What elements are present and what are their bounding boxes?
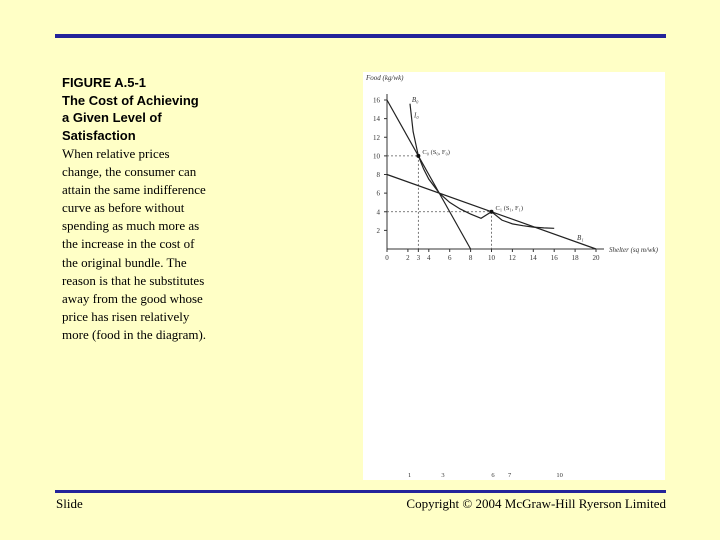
tangency-point <box>416 154 420 158</box>
bottom-scale-label: 3 <box>441 472 445 479</box>
figure-title-line-3: Satisfaction <box>62 127 136 143</box>
bottom-scale-label: 7 <box>508 472 512 479</box>
bottom-rule <box>55 490 666 493</box>
x-tick-label: 12 <box>508 254 516 262</box>
tangency-point <box>490 210 494 214</box>
figure-title-line-1: The Cost of Achieving <box>62 92 199 108</box>
chart-panel <box>363 72 665 480</box>
x-tick-label: 20 <box>592 254 600 262</box>
x-tick-label: 18 <box>571 254 579 262</box>
caption-line: attain the same indifference <box>62 182 206 198</box>
x-tick-label: 2 <box>406 254 410 262</box>
x-axis-title: Shelter (sq m/wk) <box>609 246 658 254</box>
footer-copyright: Copyright © 2004 McGraw-Hill Ryerson Limited <box>406 496 666 511</box>
y-tick-label: 8 <box>376 171 380 179</box>
y-axis-title: Food (kg/wk) <box>366 74 404 82</box>
x-tick-label: 10 <box>488 254 495 262</box>
indifference-curve-label: I₀ <box>413 111 419 120</box>
y-tick-label: 4 <box>376 208 380 217</box>
caption-line: price has risen relatively <box>62 308 190 324</box>
y-tick-label: 16 <box>373 96 380 105</box>
caption-line: When relative prices <box>62 146 170 161</box>
y-tick-label: 10 <box>373 152 380 161</box>
caption-line: curve as before without <box>62 200 185 216</box>
x-tick-label: 4 <box>427 254 431 262</box>
y-tick-label: 14 <box>373 115 380 124</box>
top-rule <box>55 34 666 38</box>
caption-line: reason is that he substitutes <box>62 272 205 288</box>
caption-line: spending as much more as <box>62 218 200 234</box>
tangency-point-label: C₁ (S₁, F₁) <box>495 204 524 212</box>
y-tick-label: 12 <box>373 133 380 142</box>
figure-number: FIGURE A.5-1 <box>62 75 147 90</box>
budget-line-label: B₁ <box>577 233 584 242</box>
budget-line-label: B₀ <box>411 96 419 104</box>
tangency-point-label: C₀ (S₀, F₀) <box>422 148 450 156</box>
caption-line: change, the consumer can <box>62 164 197 180</box>
footer-slide-label: Slide <box>56 496 83 511</box>
caption-line: away from the good whose <box>62 290 203 306</box>
x-tick-label: 3 <box>416 254 421 262</box>
x-tick-label: 14 <box>529 254 537 262</box>
x-tick-label: 0 <box>385 254 389 262</box>
caption-line: the original bundle. The <box>62 254 187 270</box>
caption-line: the increase in the cost of <box>62 236 195 252</box>
y-tick-label: 2 <box>376 226 380 235</box>
figure-text-block <box>62 74 242 344</box>
bottom-scale-label: 10 <box>556 472 563 479</box>
caption-line: more (food in the diagram). <box>62 326 207 342</box>
x-tick-label: 8 <box>468 254 473 262</box>
figure-caption <box>62 145 242 344</box>
bottom-scale-label: 1 <box>408 472 412 479</box>
budget-line <box>387 100 471 249</box>
indifference-chart <box>363 72 665 480</box>
indifference-curve <box>410 104 554 229</box>
y-tick-label: 6 <box>376 189 380 198</box>
x-tick-label: 6 <box>447 254 452 262</box>
figure-title-line-2: a Given Level of <box>62 110 162 125</box>
bottom-scale-label: 6 <box>491 472 495 479</box>
x-tick-label: 16 <box>550 254 558 262</box>
